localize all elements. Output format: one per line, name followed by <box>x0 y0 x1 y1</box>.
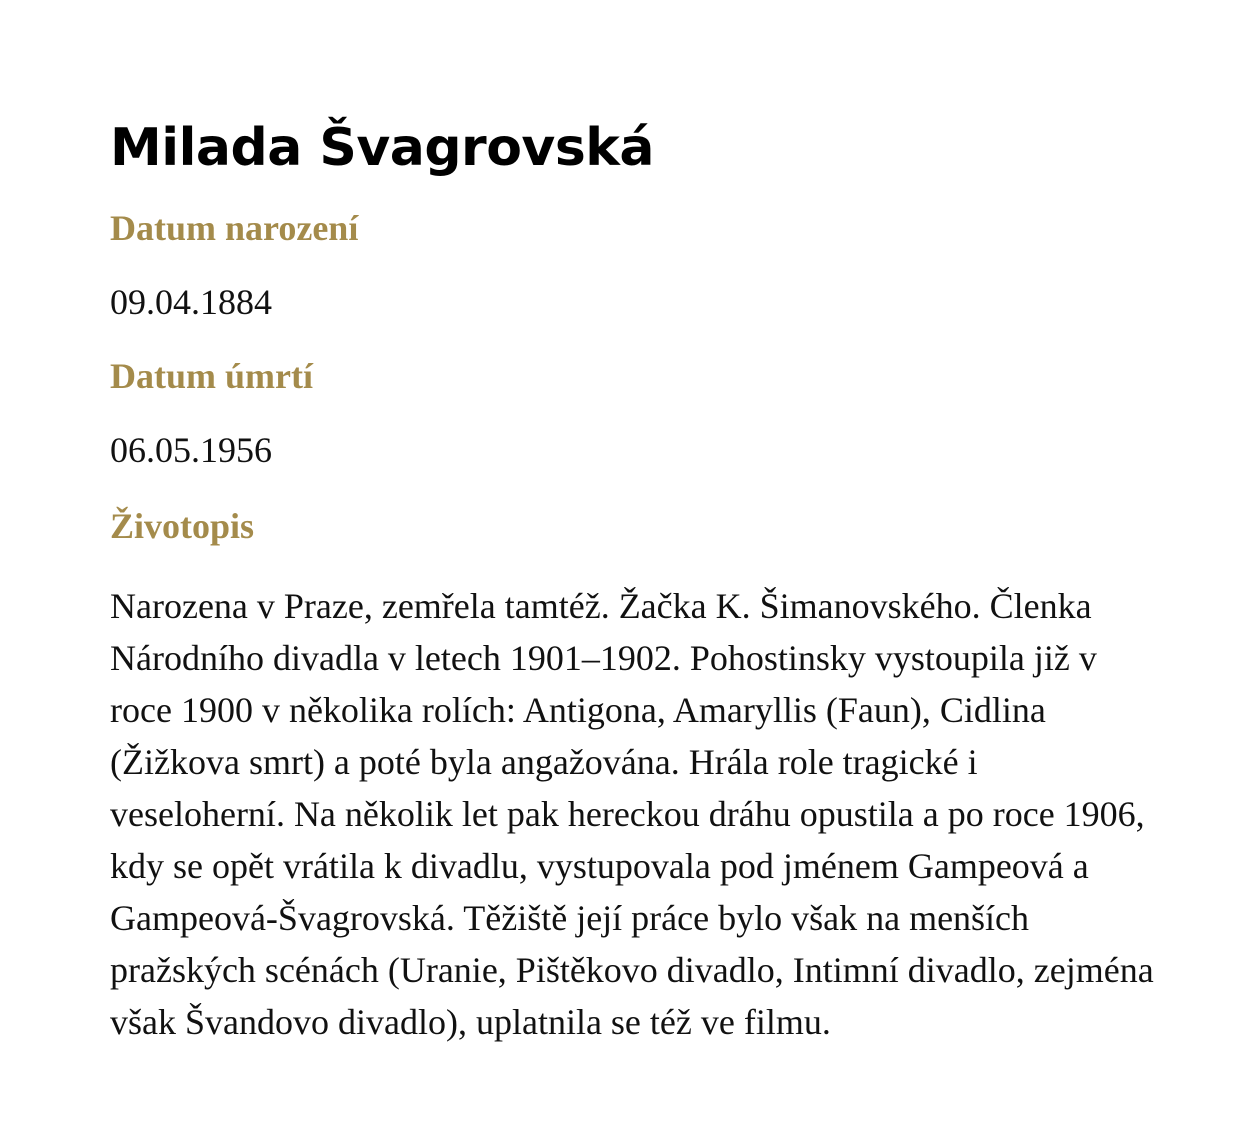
biography-label: Životopis <box>110 506 255 546</box>
birth-date-value: 09.04.1884 <box>110 282 272 322</box>
biography-text: Narozena v Praze, zemřela tamtéž. Žačka K. Šimanovského. Členka Národního divadla v letech 1901–1902. Pohostinsky vystoupila již v roce 1900 v několika rolích: Antigona, Amaryllis (Faun), Cidlina (Žižkova smrt) a poté byla angažována. Hrála role tragické i veseloherní. Na několik let pak hereckou dráhu opustila a po roce 1906, kdy se opět vrátila k divadlu, vystupovala pod jménem Gampeová a Gampeová-Švagrovská. Těžiště její práce bylo však na menších pražských scénách (Uranie, Pištěkovo divadlo, Intimní divadlo, zejména však Švandovo divadlo), uplatnila se též ve filmu. <box>110 586 1154 1042</box>
birth-date-label: Datum narození <box>110 208 359 248</box>
death-date-label: Datum úmrtí <box>110 356 313 396</box>
death-date-value: 06.05.1956 <box>110 430 272 470</box>
person-name: Milada Švagrovská <box>110 118 654 178</box>
biography-page <box>110 112 1170 1048</box>
